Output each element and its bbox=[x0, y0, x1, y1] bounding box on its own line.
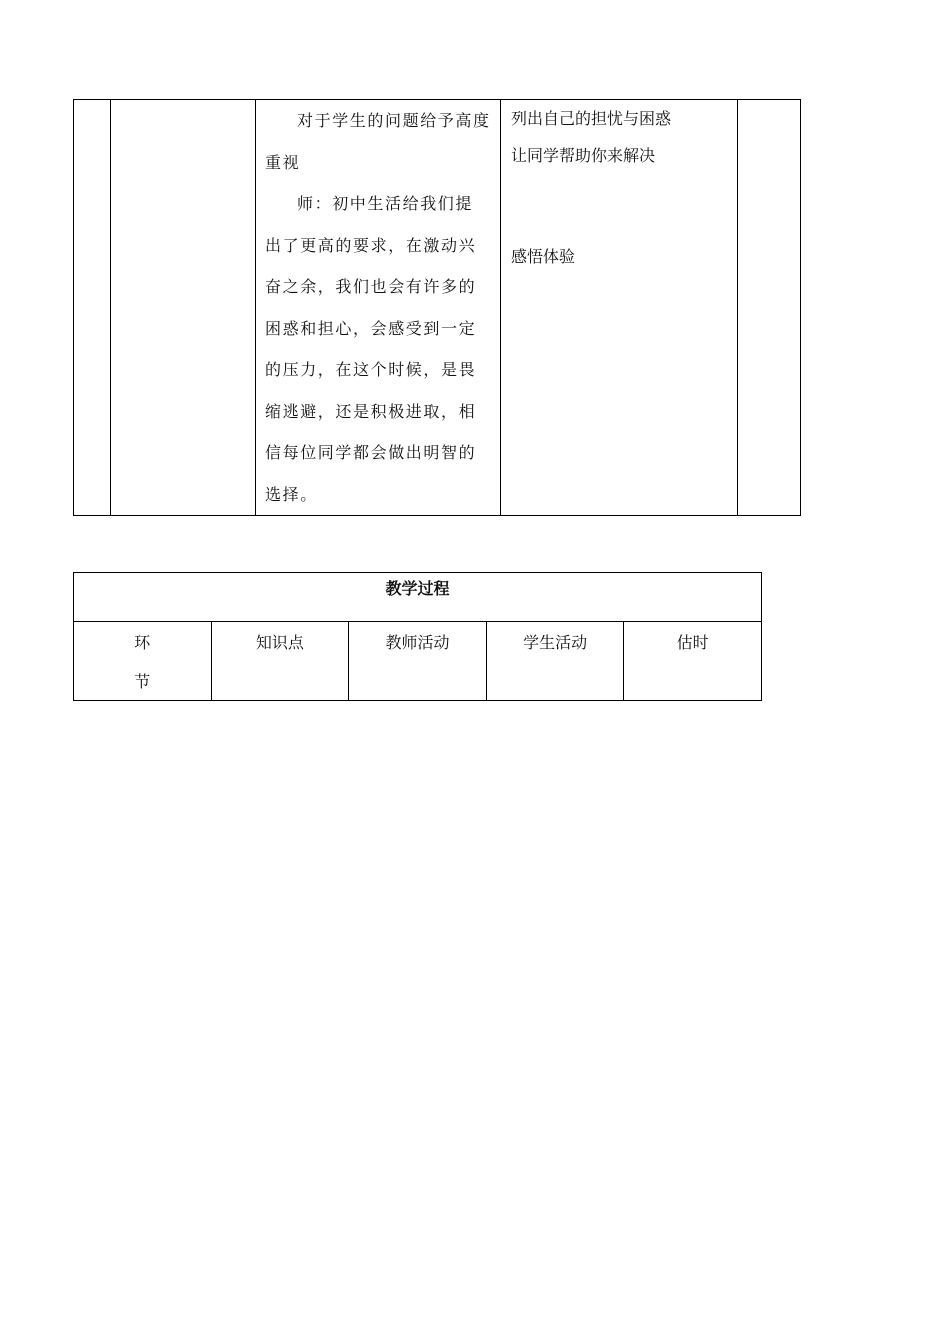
header-student bbox=[486, 622, 624, 701]
teacher-line: 信每位同学都会做出明智的 bbox=[265, 443, 477, 462]
header-knowledge bbox=[211, 622, 349, 701]
header-time-label: 估时 bbox=[676, 633, 709, 652]
teacher-line: 出了更高的要求，在激动兴 bbox=[265, 235, 477, 255]
section-cell bbox=[74, 100, 111, 516]
title-row bbox=[74, 573, 762, 622]
header-teacher bbox=[349, 622, 487, 701]
table-title-cell bbox=[74, 573, 762, 622]
lesson-table-continuation bbox=[73, 99, 801, 516]
teacher-line: 师：初中生活给我们提 bbox=[297, 194, 474, 213]
student-line: 感悟体验 bbox=[511, 247, 576, 266]
teacher-line: 困惑和担心，会感受到一定 bbox=[265, 318, 477, 338]
teacher-line: 选择。 bbox=[265, 484, 318, 504]
teacher-line: 对于学生的问题给予高度 bbox=[297, 111, 491, 130]
header-row bbox=[74, 622, 762, 701]
header-teacher-label: 教师活动 bbox=[385, 633, 450, 652]
student-activity-cell bbox=[501, 100, 738, 516]
knowledge-cell bbox=[111, 100, 256, 516]
header-section bbox=[74, 622, 212, 701]
header-student-label: 学生活动 bbox=[523, 633, 588, 652]
teacher-line: 缩逃避，还是积极进取，相 bbox=[265, 401, 477, 421]
time-cell bbox=[738, 100, 801, 516]
student-line: 让同学帮助你来解决 bbox=[511, 146, 656, 165]
header-knowledge-label: 知识点 bbox=[255, 633, 304, 652]
student-line: 列出自己的担忧与困惑 bbox=[511, 109, 672, 128]
teacher-line: 的压力，在这个时候，是畏 bbox=[265, 360, 477, 379]
header-section-char: 节 bbox=[134, 672, 151, 691]
header-section-char: 环 bbox=[134, 633, 151, 652]
lesson-process-table bbox=[73, 572, 762, 701]
spacer bbox=[511, 174, 729, 238]
header-time bbox=[624, 622, 762, 701]
teacher-line: 奋之余，我们也会有许多的 bbox=[265, 277, 477, 296]
table-title: 教学过程 bbox=[385, 579, 450, 598]
table-row bbox=[74, 100, 801, 516]
teacher-line: 重视 bbox=[265, 152, 301, 172]
teacher-activity-cell bbox=[256, 100, 501, 516]
